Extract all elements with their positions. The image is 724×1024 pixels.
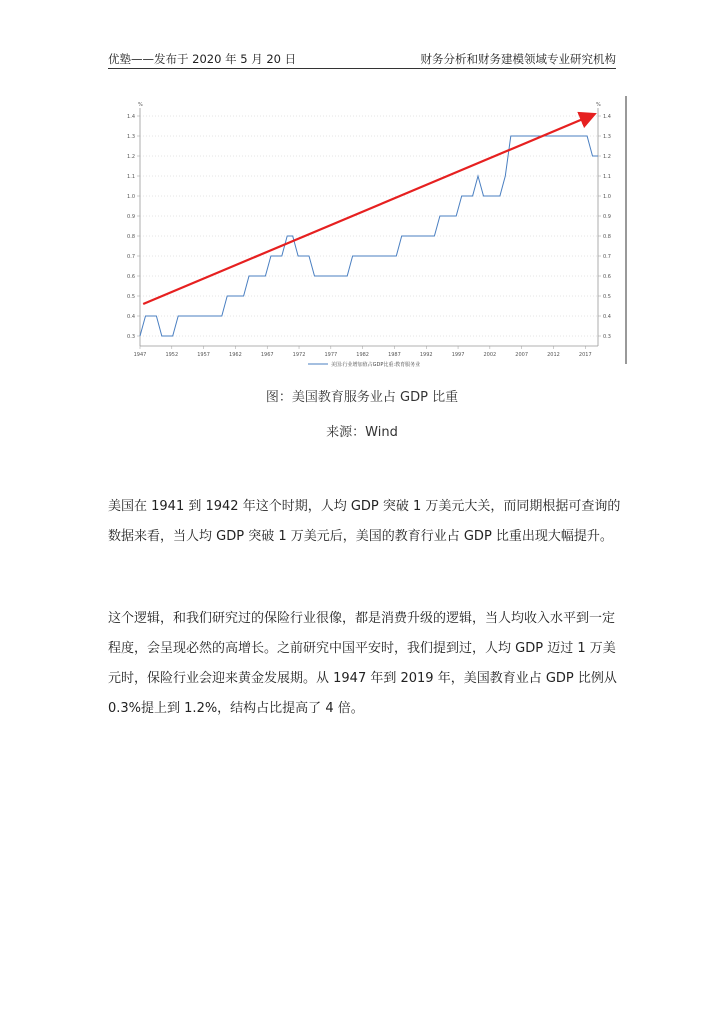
figure-source: 来源：Wind [326, 425, 398, 440]
x-tick-label: 1997 [451, 352, 465, 358]
y-tick-label: 1.2 [127, 154, 135, 160]
y-tick-label-right: 0.8 [603, 234, 611, 240]
paragraph-line: 0.3%提上到 1.2%，结构占比提高了 4 倍。 [108, 701, 364, 716]
x-tick-label: 1982 [356, 352, 370, 358]
x-tick-label: 2007 [515, 352, 529, 358]
y-tick-label: 0.4 [127, 314, 135, 320]
x-tick-label: 1957 [197, 352, 210, 358]
x-tick-label: 1992 [419, 352, 433, 358]
x-tick-label: 2017 [578, 352, 592, 358]
x-tick-label: 1952 [165, 352, 179, 358]
y-tick-label: 0.6 [127, 274, 135, 280]
paragraph-line: 数据来看，当人均 GDP 突破 1 万美元后，美国的教育行业占 GDP 比重出现大幅提升。 [108, 529, 613, 544]
y-tick-label-right: 0.5 [603, 294, 611, 300]
x-tick-label: 2012 [547, 352, 560, 358]
y-tick-label-right: 1.4 [603, 114, 611, 120]
y-tick-label: 1.4 [127, 114, 135, 120]
figure-caption: 图：美国教育服务业占 GDP 比重 [265, 390, 459, 405]
y-tick-label-right: 0.9 [603, 214, 611, 220]
chart-svg [118, 96, 630, 368]
education-gdp-chart [118, 96, 630, 368]
paragraph-line: 程度，会呈现必然的高增长。之前研究中国平安时，我们提到过，人均 GDP 迈过 1 万美 [108, 641, 616, 656]
x-tick-label: 1962 [229, 352, 242, 358]
y-tick-label-right: 1.3 [603, 134, 611, 140]
y-tick-label: 0.3 [127, 334, 135, 340]
paragraph-line: 元时，保险行业会迎来黄金发展期。从 1947 年到 2019 年，美国教育业占 GDP 比例从 [108, 671, 617, 686]
page-header [108, 50, 616, 69]
y-tick-label-right: 0.4 [603, 314, 611, 320]
paragraph-line: 这个逻辑，和我们研究过的保险行业很像，都是消费升级的逻辑，当人均收入水平到一定 [108, 611, 616, 626]
paragraph-line: 美国在 1941 到 1942 年这个时期，人均 GDP 突破 1 万美元大关，而同期根据可查询的 [108, 499, 621, 514]
trend-arrow [143, 114, 595, 304]
y-tick-label: 0.7 [127, 254, 135, 260]
y-tick-label-right: 1.1 [603, 174, 611, 180]
y-tick-label: 0.8 [127, 234, 135, 240]
y-tick-label-right: 0.6 [603, 274, 611, 280]
y-tick-label: 0.9 [127, 214, 135, 220]
legend-label: 美国:行业增加值占GDP比重:教育服务业 [331, 362, 421, 368]
header-publish-date: 优塾——发布于 2020 年 5 月 20 日 [108, 52, 297, 66]
y-tick-label-right: 1.0 [603, 194, 611, 200]
x-tick-label: 1977 [324, 352, 338, 358]
x-tick-label: 1967 [260, 352, 274, 358]
x-tick-label: 1972 [292, 352, 306, 358]
y-tick-label: 1.3 [127, 134, 135, 140]
x-tick-label: 1947 [133, 352, 147, 358]
paragraph-1 [108, 492, 621, 552]
paragraph-2 [108, 604, 618, 724]
y-axis-unit-left: % [138, 102, 143, 108]
y-tick-label-right: 0.7 [603, 254, 611, 260]
y-tick-label-right: 0.3 [603, 334, 611, 340]
y-tick-label: 1.0 [127, 194, 135, 200]
y-tick-label: 0.5 [127, 294, 135, 300]
y-tick-label-right: 1.2 [603, 154, 611, 160]
x-tick-label: 2002 [483, 352, 497, 358]
y-axis-unit-right: % [596, 102, 601, 108]
y-tick-label: 1.1 [127, 174, 135, 180]
x-tick-label: 1987 [388, 352, 401, 358]
header-org-name: 财务分析和财务建模领域专业研究机构 [420, 52, 616, 66]
